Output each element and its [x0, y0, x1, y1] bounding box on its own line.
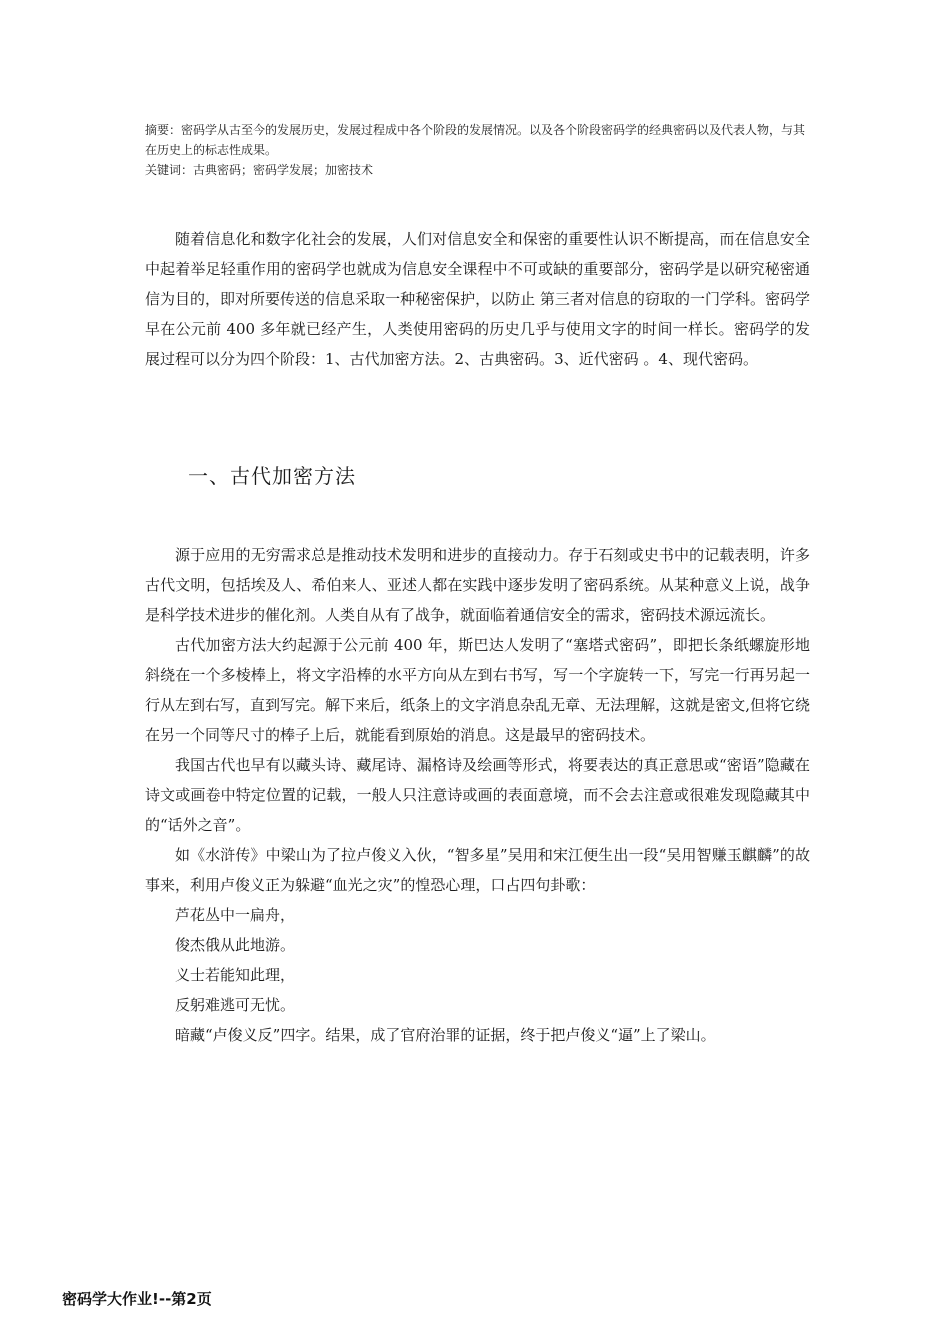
- poem-line: 反躬难逃可无忧。: [175, 996, 296, 1014]
- section-paragraph: 我国古代也早有以藏头诗、藏尾诗、漏格诗及绘画等形式，将要表达的真正意思或“密语”隐藏在诗文或画卷中特定位置的记载，一般人只注意诗或画的表面意境，而不会去注意或很难发现隐藏其中的“话外之音”。: [145, 756, 810, 834]
- poem-line: 芦花丛中一扁舟，: [175, 906, 296, 924]
- poem-line: 俊杰俄从此地游。: [175, 936, 296, 954]
- abstract-block: [145, 120, 810, 180]
- poem-line: 义士若能知此理，: [175, 966, 296, 984]
- abstract-keywords: 关键词：古典密码；密码学发展；加密技术: [145, 163, 374, 177]
- section-paragraph: 源于应用的无穷需求总是推动技术发明和进步的直接动力。存于石刻或史书中的记载表明，许多古代文明，包括埃及人、希伯来人、亚述人都在实践中逐步发明了密码系统。从某种意义上说，战争是科学技术进步的催化剂。人类自从有了战争，就面临着通信安全的需求，密码技术源远流长。: [145, 546, 810, 624]
- page-footer: 密码学大作业!--第2页: [62, 1290, 212, 1308]
- section-heading: 一、古代加密方法: [188, 464, 356, 488]
- section-paragraph: 古代加密方法大约起源于公元前 400 年，斯巴达人发明了“塞塔式密码”，即把长条纸螺旋形地斜绕在一个多棱棒上，将文字沿棒的水平方向从左到右书写，写一个字旋转一下，写完一行再另起一行从左到右写，直到写完。解下来后，纸条上的文字消息杂乱无章、无法理解，这就是密文,但将它绕在另一个同等尺寸的棒子上后，就能看到原始的消息。这是最早的密码技术。: [145, 636, 810, 744]
- abstract-summary: 摘要：密码学从古至今的发展历史，发展过程成中各个阶段的发展情况。以及各个阶段密码学的经典密码以及代表人物，与其在历史上的标志性成果。: [145, 123, 806, 157]
- section-closing-paragraph: 暗藏“卢俊义反”四字。结果，成了官府治罪的证据，终于把卢俊义“逼”上了梁山。: [175, 1026, 716, 1044]
- section-body: [145, 540, 810, 1050]
- intro-section: [145, 224, 810, 374]
- intro-paragraph: 随着信息化和数字化社会的发展，人们对信息安全和保密的重要性认识不断提高，而在信息安全中起着举足轻重作用的密码学也就成为信息安全课程中不可或缺的重要部分，密码学是以研究秘密通信为目的，即对所要传送的信息采取一种秘密保护，以防止 第三者对信息的窃取的一门学科。密码学早在公元前 400 多年就已经产生，人类使用密码的历史几乎与使用文字的时间一样长。密码学的发展过程可以分为四个阶段：1、古代加密方法。2、古典密码。3、近代密码 。4、现代密码。: [145, 230, 810, 368]
- section-paragraph: 如《水浒传》中梁山为了拉卢俊义入伙，“智多星”吴用和宋江便生出一段“吴用智赚玉麒麟”的故事来，利用卢俊义正为躲避“血光之灾”的惶恐心理，口占四句卦歌：: [145, 846, 810, 894]
